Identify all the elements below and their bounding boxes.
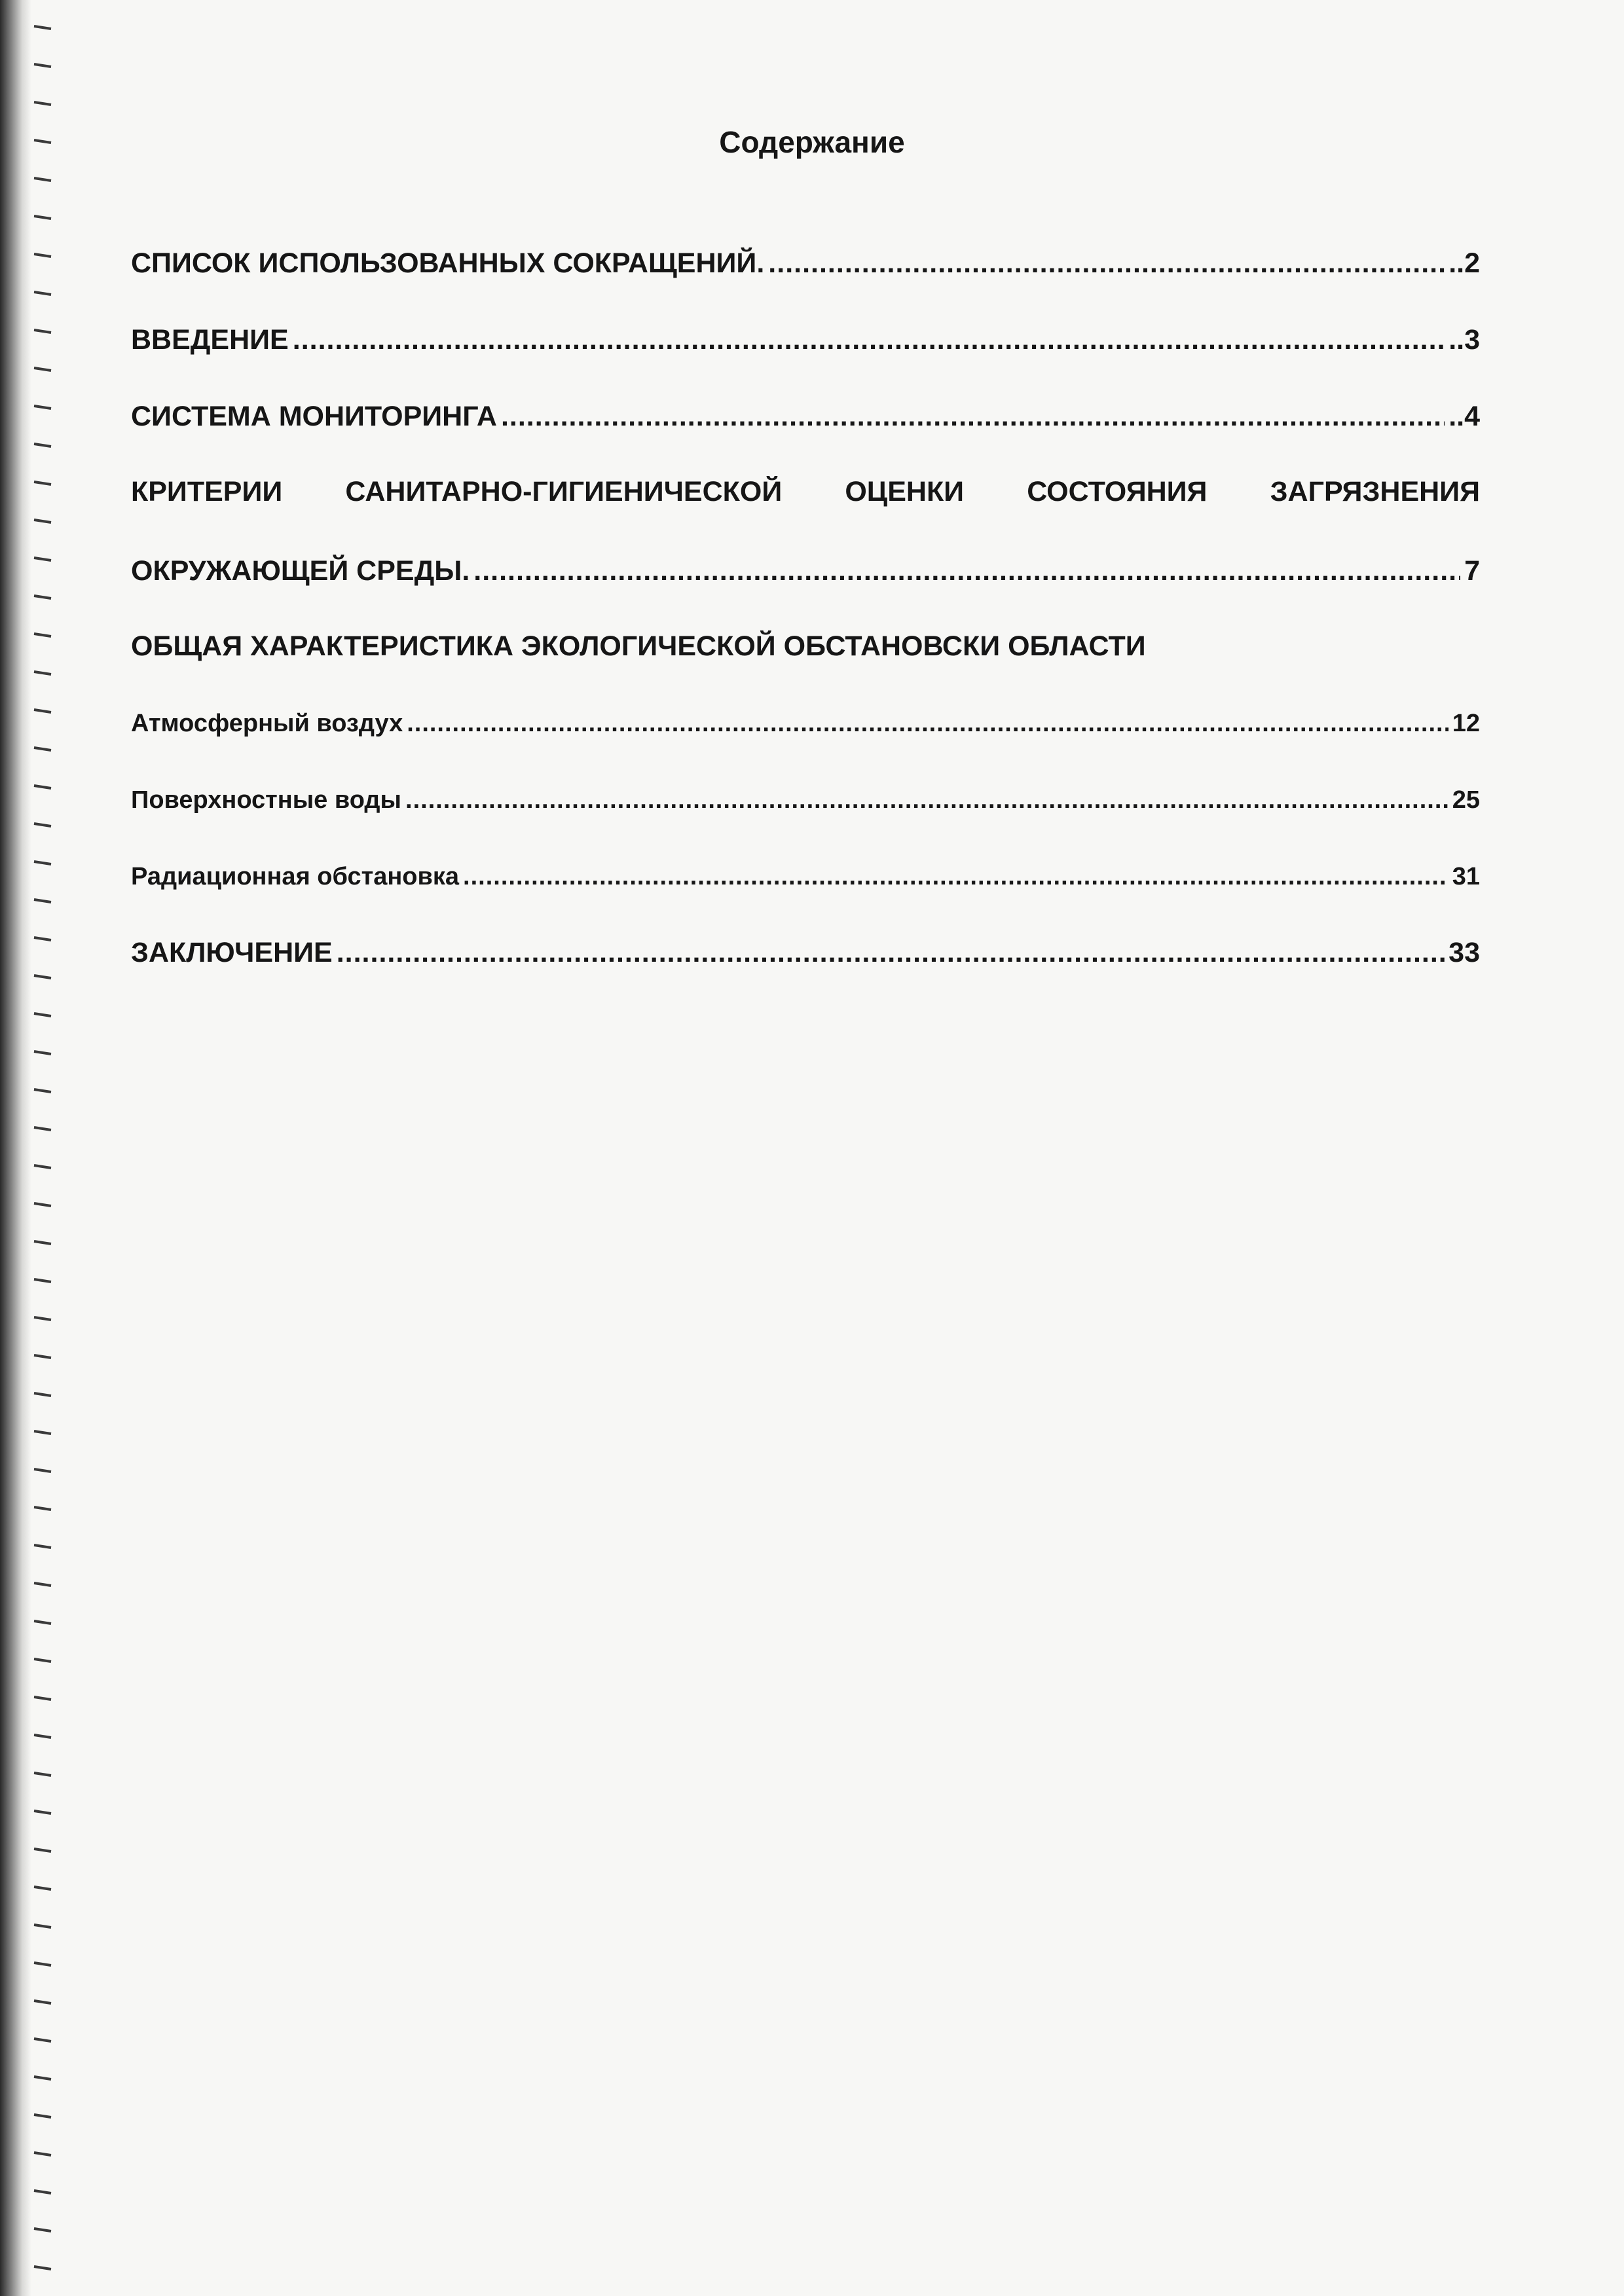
binder-tick (34, 2077, 51, 2079)
toc-entry-atmospheric-air[interactable] (131, 710, 1480, 738)
binder-tick (34, 1811, 51, 1813)
binder-tick (34, 1545, 51, 1548)
toc-page-number: 7 (1464, 555, 1480, 587)
binder-tick (34, 824, 51, 826)
binder-tick (34, 1127, 51, 1130)
binder-tick (34, 1697, 51, 1700)
binder-tick (34, 975, 51, 978)
binder-tick (34, 1355, 51, 1358)
binder-tick (34, 710, 51, 712)
toc-entry-label-line2-row (131, 555, 1480, 587)
binder-tick (34, 292, 51, 295)
binder-tick (34, 1013, 51, 1016)
toc-page-number: 31 (1452, 863, 1480, 890)
binder-tick (34, 900, 51, 902)
binder-tick (34, 1165, 51, 1168)
binder-tick (34, 520, 51, 522)
binder-tick (34, 1735, 51, 1738)
toc-dot-leader (337, 937, 1445, 969)
toc-entry-label: СИСТЕМА МОНИТОРИНГА (131, 401, 497, 432)
table-of-contents (131, 236, 1480, 969)
binder-tick (34, 102, 51, 105)
binder-tick (34, 216, 51, 219)
binder-tick (34, 748, 51, 750)
binder-tick (34, 2191, 51, 2193)
binder-tick (34, 1317, 51, 1320)
binder-tick (34, 1925, 51, 1927)
toc-entry-abbreviations[interactable] (131, 247, 1480, 280)
binder-tick (34, 2267, 51, 2269)
binder-tick (34, 254, 51, 257)
binder-tick (34, 634, 51, 636)
binder-tick (34, 2153, 51, 2155)
binder-tick (34, 444, 51, 446)
binder-tick (34, 1279, 51, 1282)
toc-entry-label: ВВЕДЕНИЕ (131, 324, 289, 355)
toc-dot-leader (407, 710, 1449, 738)
binder-tick (34, 1963, 51, 1965)
binder-tick (34, 368, 51, 371)
binder-tick (34, 1051, 51, 1054)
binder-tick (34, 1507, 51, 1510)
toc-entry-label-line2: ОКРУЖАЮЩЕЙ СРЕДЫ. (131, 555, 470, 587)
binder-tick (34, 862, 51, 864)
toc-dot-leader (405, 786, 1449, 814)
toc-page-number: 33 (1449, 937, 1480, 968)
binder-tick (34, 1469, 51, 1472)
toc-page-number: 12 (1452, 710, 1480, 737)
scan-edge-shadow (0, 0, 31, 2296)
toc-entry-label: Атмосферный воздух (131, 710, 403, 737)
binder-tick (34, 178, 51, 181)
binder-tick (34, 1431, 51, 1434)
binder-tick (34, 482, 51, 484)
binder-tick (34, 1393, 51, 1396)
binder-tick (34, 1583, 51, 1586)
binder-tick (34, 2039, 51, 2041)
toc-entry-label-line1: КРИТЕРИИ САНИТАРНО-ГИГИЕНИЧЕСКОЙ ОЦЕНКИ СОСТОЯНИЯ ЗАГРЯЗНЕНИЯ (131, 476, 1480, 507)
binder-tick (34, 406, 51, 409)
toc-dot-leader (501, 401, 1445, 433)
toc-page-number: ..3 (1449, 324, 1480, 355)
binder-perforation (31, 0, 71, 2296)
binder-tick (34, 1659, 51, 1662)
binder-tick (34, 2001, 51, 2003)
toc-entry-label: ОБЩАЯ ХАРАКТЕРИСТИКА ЭКОЛОГИЧЕСКОЙ ОБСТАНОВСКИ ОБЛАСТИ (131, 630, 1146, 662)
binder-tick (34, 1621, 51, 1624)
toc-entry-label: Поверхностные воды (131, 786, 402, 814)
toc-dot-leader (463, 863, 1449, 891)
toc-entry-label: СПИСОК ИСПОЛЬЗОВАННЫХ СОКРАЩЕНИЙ. (131, 247, 765, 279)
binder-tick (34, 558, 51, 560)
toc-page-number: ..4 (1449, 401, 1480, 432)
toc-entry-introduction[interactable] (131, 324, 1480, 356)
toc-entry-ecological-overview[interactable] (131, 630, 1480, 663)
binder-tick (34, 1089, 51, 1092)
toc-entry-label: Радиационная обстановка (131, 863, 460, 890)
binder-tick (34, 1241, 51, 1244)
toc-entry-conclusion[interactable] (131, 937, 1480, 969)
toc-entry-monitoring-system[interactable] (131, 401, 1480, 433)
binder-tick (34, 1887, 51, 1889)
toc-dot-leader (293, 324, 1445, 356)
binder-tick (34, 1773, 51, 1776)
toc-entry-label: ЗАКЛЮЧЕНИЕ (131, 937, 333, 968)
binder-tick (34, 26, 51, 29)
binder-tick (34, 2229, 51, 2231)
toc-page-number: ..2 (1449, 247, 1480, 279)
binder-tick (34, 330, 51, 333)
binder-tick (34, 672, 51, 674)
toc-dot-leader (768, 247, 1445, 280)
binder-tick (34, 1203, 51, 1206)
binder-tick (34, 786, 51, 788)
toc-entry-radiation-situation[interactable] (131, 863, 1480, 891)
binder-tick (34, 64, 51, 67)
binder-tick (34, 596, 51, 598)
toc-dot-leader (473, 555, 1460, 587)
toc-entry-sanitary-criteria[interactable] (131, 476, 1480, 587)
page-title: Содержание (719, 125, 905, 159)
toc-page-number: 25 (1452, 786, 1480, 814)
binder-tick (34, 2115, 51, 2117)
toc-entry-surface-waters[interactable] (131, 786, 1480, 814)
binder-tick (34, 1849, 51, 1851)
binder-tick (34, 938, 51, 940)
